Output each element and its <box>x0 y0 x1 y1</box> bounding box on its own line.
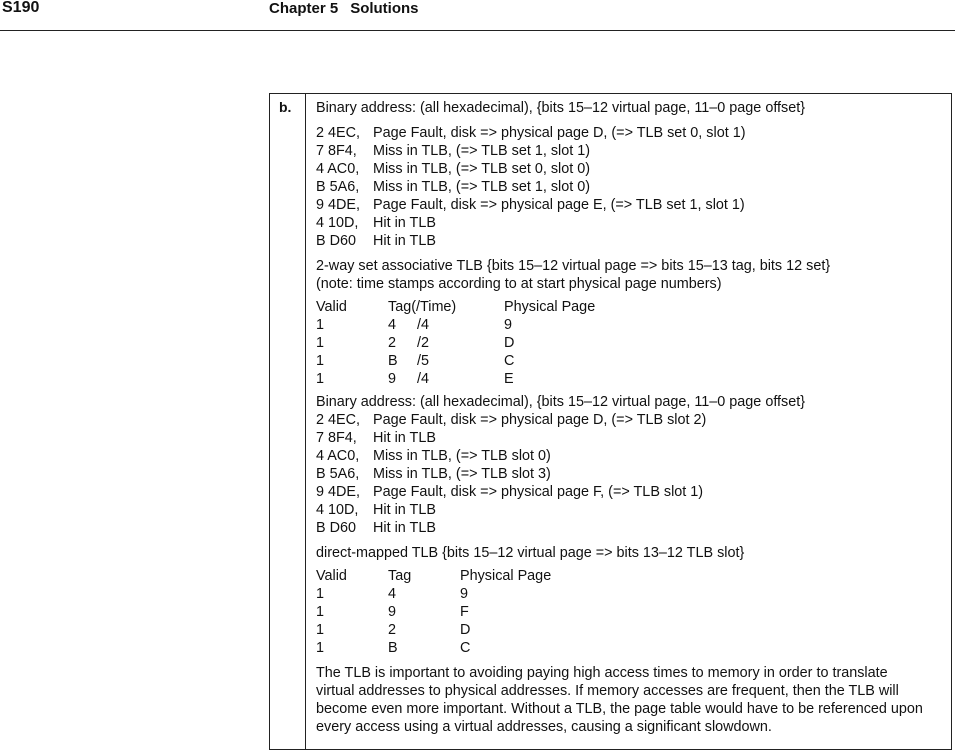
cell-time: /5 <box>417 353 430 369</box>
cell-valid: 1 <box>316 317 325 333</box>
access-address: 4 AC0, <box>316 161 360 177</box>
table-row <box>316 639 946 657</box>
cell-valid: 1 <box>316 371 325 387</box>
access-address: 9 4DE, <box>316 197 360 213</box>
conclusion-line: become even more important. Without a TLB, the page table would have to be referenced upon <box>316 701 923 717</box>
header-valid: Valid <box>316 568 347 584</box>
cell-tag: 2 <box>388 335 397 351</box>
cell-tag-time <box>388 352 504 370</box>
access-address: B 5A6, <box>316 466 360 482</box>
cell-tag: B <box>388 640 398 656</box>
access-address: B 5A6, <box>316 179 360 195</box>
access-entry <box>316 214 946 232</box>
cell-valid: 1 <box>316 604 325 620</box>
access-entry <box>316 142 946 160</box>
direct-tlb-description: direct-mapped TLB {bits 15–12 virtual page => bits 13–12 TLB slot} <box>316 545 745 561</box>
conclusion-line: The TLB is important to avoiding paying high access times to memory in order to translate <box>316 665 888 681</box>
access-result: Miss in TLB, (=> TLB set 1, slot 1) <box>373 143 591 159</box>
access-entry <box>316 124 946 142</box>
conclusion-paragraph <box>316 664 946 736</box>
page-number: S190 <box>2 0 40 16</box>
set-assoc-tlb-note: (note: time stamps according to at start physical page numbers) <box>316 276 722 292</box>
access-address: 9 4DE, <box>316 484 360 500</box>
access-entry <box>316 447 946 465</box>
access-result: Hit in TLB <box>373 520 436 536</box>
cell-physical-page: D <box>504 335 515 351</box>
access-address: 4 AC0, <box>316 448 360 464</box>
cell-tag: 2 <box>388 622 397 638</box>
access-result: Page Fault, disk => physical page D, (=> TLB slot 2) <box>373 412 707 428</box>
access-address: 4 10D, <box>316 502 359 518</box>
header-physical-page: Physical Page <box>460 568 552 584</box>
access-entry <box>316 160 946 178</box>
cell-tag: 9 <box>388 371 397 387</box>
access-result: Hit in TLB <box>373 215 436 231</box>
access-result: Miss in TLB, (=> TLB set 0, slot 0) <box>373 161 591 177</box>
chapter-heading <box>269 0 419 17</box>
cell-tag-time <box>388 334 504 352</box>
cell-valid: 1 <box>316 622 325 638</box>
header-valid: Valid <box>316 299 347 315</box>
access-entry <box>316 501 946 519</box>
header-tag-time: Tag(/Time) <box>388 299 457 315</box>
access-entry <box>316 519 946 537</box>
header-tag: Tag <box>388 568 412 584</box>
cell-tag: 4 <box>388 317 397 333</box>
set-assoc-access-list <box>316 124 946 250</box>
section-label: Solutions <box>350 0 419 17</box>
cell-tag: 9 <box>388 604 397 620</box>
set-assoc-intro: Binary address: (all hexadecimal), {bits 15–12 virtual page, 11–0 page offset} <box>316 100 806 116</box>
access-address: 2 4EC, <box>316 125 360 141</box>
direct-tlb-table <box>316 567 946 657</box>
access-address: B D60 <box>316 520 356 536</box>
access-entry <box>316 483 946 501</box>
cell-time: /4 <box>417 317 430 333</box>
cell-time: /2 <box>417 335 430 351</box>
table-row <box>316 370 946 388</box>
conclusion-line: virtual addresses to physical addresses. If memory accesses are frequent, then the TLB will <box>316 683 899 699</box>
direct-intro: Binary address: (all hexadecimal), {bits 15–12 virtual page, 11–0 page offset} <box>316 394 806 410</box>
table-header-row <box>316 567 946 585</box>
access-result: Miss in TLB, (=> TLB set 1, slot 0) <box>373 179 591 195</box>
access-address: 7 8F4, <box>316 430 357 446</box>
solution-content <box>316 99 946 736</box>
page-header <box>0 0 955 31</box>
cell-tag: 4 <box>388 586 397 602</box>
access-entry <box>316 178 946 196</box>
cell-tag: B <box>388 353 398 369</box>
cell-physical-page: 9 <box>460 586 469 602</box>
conclusion-line: every access using a virtual addresses, causing a significant slowdown. <box>316 719 772 735</box>
part-label: b. <box>279 99 292 115</box>
access-result: Miss in TLB, (=> TLB slot 3) <box>373 466 551 482</box>
table-header-row <box>316 298 946 316</box>
access-address: B D60 <box>316 233 356 249</box>
direct-access-list <box>316 411 946 537</box>
access-entry <box>316 196 946 214</box>
access-result: Page Fault, disk => physical page D, (=> TLB set 0, slot 1) <box>373 125 746 141</box>
access-entry <box>316 411 946 429</box>
cell-time: /4 <box>417 371 430 387</box>
header-physical-page: Physical Page <box>504 299 596 315</box>
cell-physical-page: C <box>460 640 471 656</box>
table-row <box>316 621 946 639</box>
table-row <box>316 334 946 352</box>
access-result: Hit in TLB <box>373 430 436 446</box>
table-row <box>316 316 946 334</box>
chapter-label: Chapter 5 <box>269 0 339 17</box>
access-entry <box>316 232 946 250</box>
access-result: Hit in TLB <box>373 502 436 518</box>
table-row <box>316 603 946 621</box>
cell-tag-time <box>388 370 504 388</box>
cell-physical-page: E <box>504 371 514 387</box>
access-result: Page Fault, disk => physical page F, (=> TLB slot 1) <box>373 484 704 500</box>
column-divider <box>305 93 306 750</box>
cell-physical-page: D <box>460 622 471 638</box>
access-result: Miss in TLB, (=> TLB slot 0) <box>373 448 551 464</box>
cell-valid: 1 <box>316 335 325 351</box>
cell-tag-time <box>388 316 504 334</box>
access-address: 7 8F4, <box>316 143 357 159</box>
table-row <box>316 352 946 370</box>
access-result: Hit in TLB <box>373 233 436 249</box>
cell-valid: 1 <box>316 353 325 369</box>
cell-valid: 1 <box>316 640 325 656</box>
cell-valid: 1 <box>316 586 325 602</box>
cell-physical-page: C <box>504 353 515 369</box>
cell-physical-page: 9 <box>504 317 513 333</box>
access-entry <box>316 465 946 483</box>
access-entry <box>316 429 946 447</box>
access-result: Page Fault, disk => physical page E, (=> TLB set 1, slot 1) <box>373 197 745 213</box>
cell-physical-page: F <box>460 604 469 620</box>
set-assoc-tlb-table <box>316 298 946 388</box>
access-address: 4 10D, <box>316 215 359 231</box>
access-address: 2 4EC, <box>316 412 360 428</box>
set-assoc-tlb-description: 2-way set associative TLB {bits 15–12 virtual page => bits 15–13 tag, bits 12 set} <box>316 258 831 274</box>
table-row <box>316 585 946 603</box>
